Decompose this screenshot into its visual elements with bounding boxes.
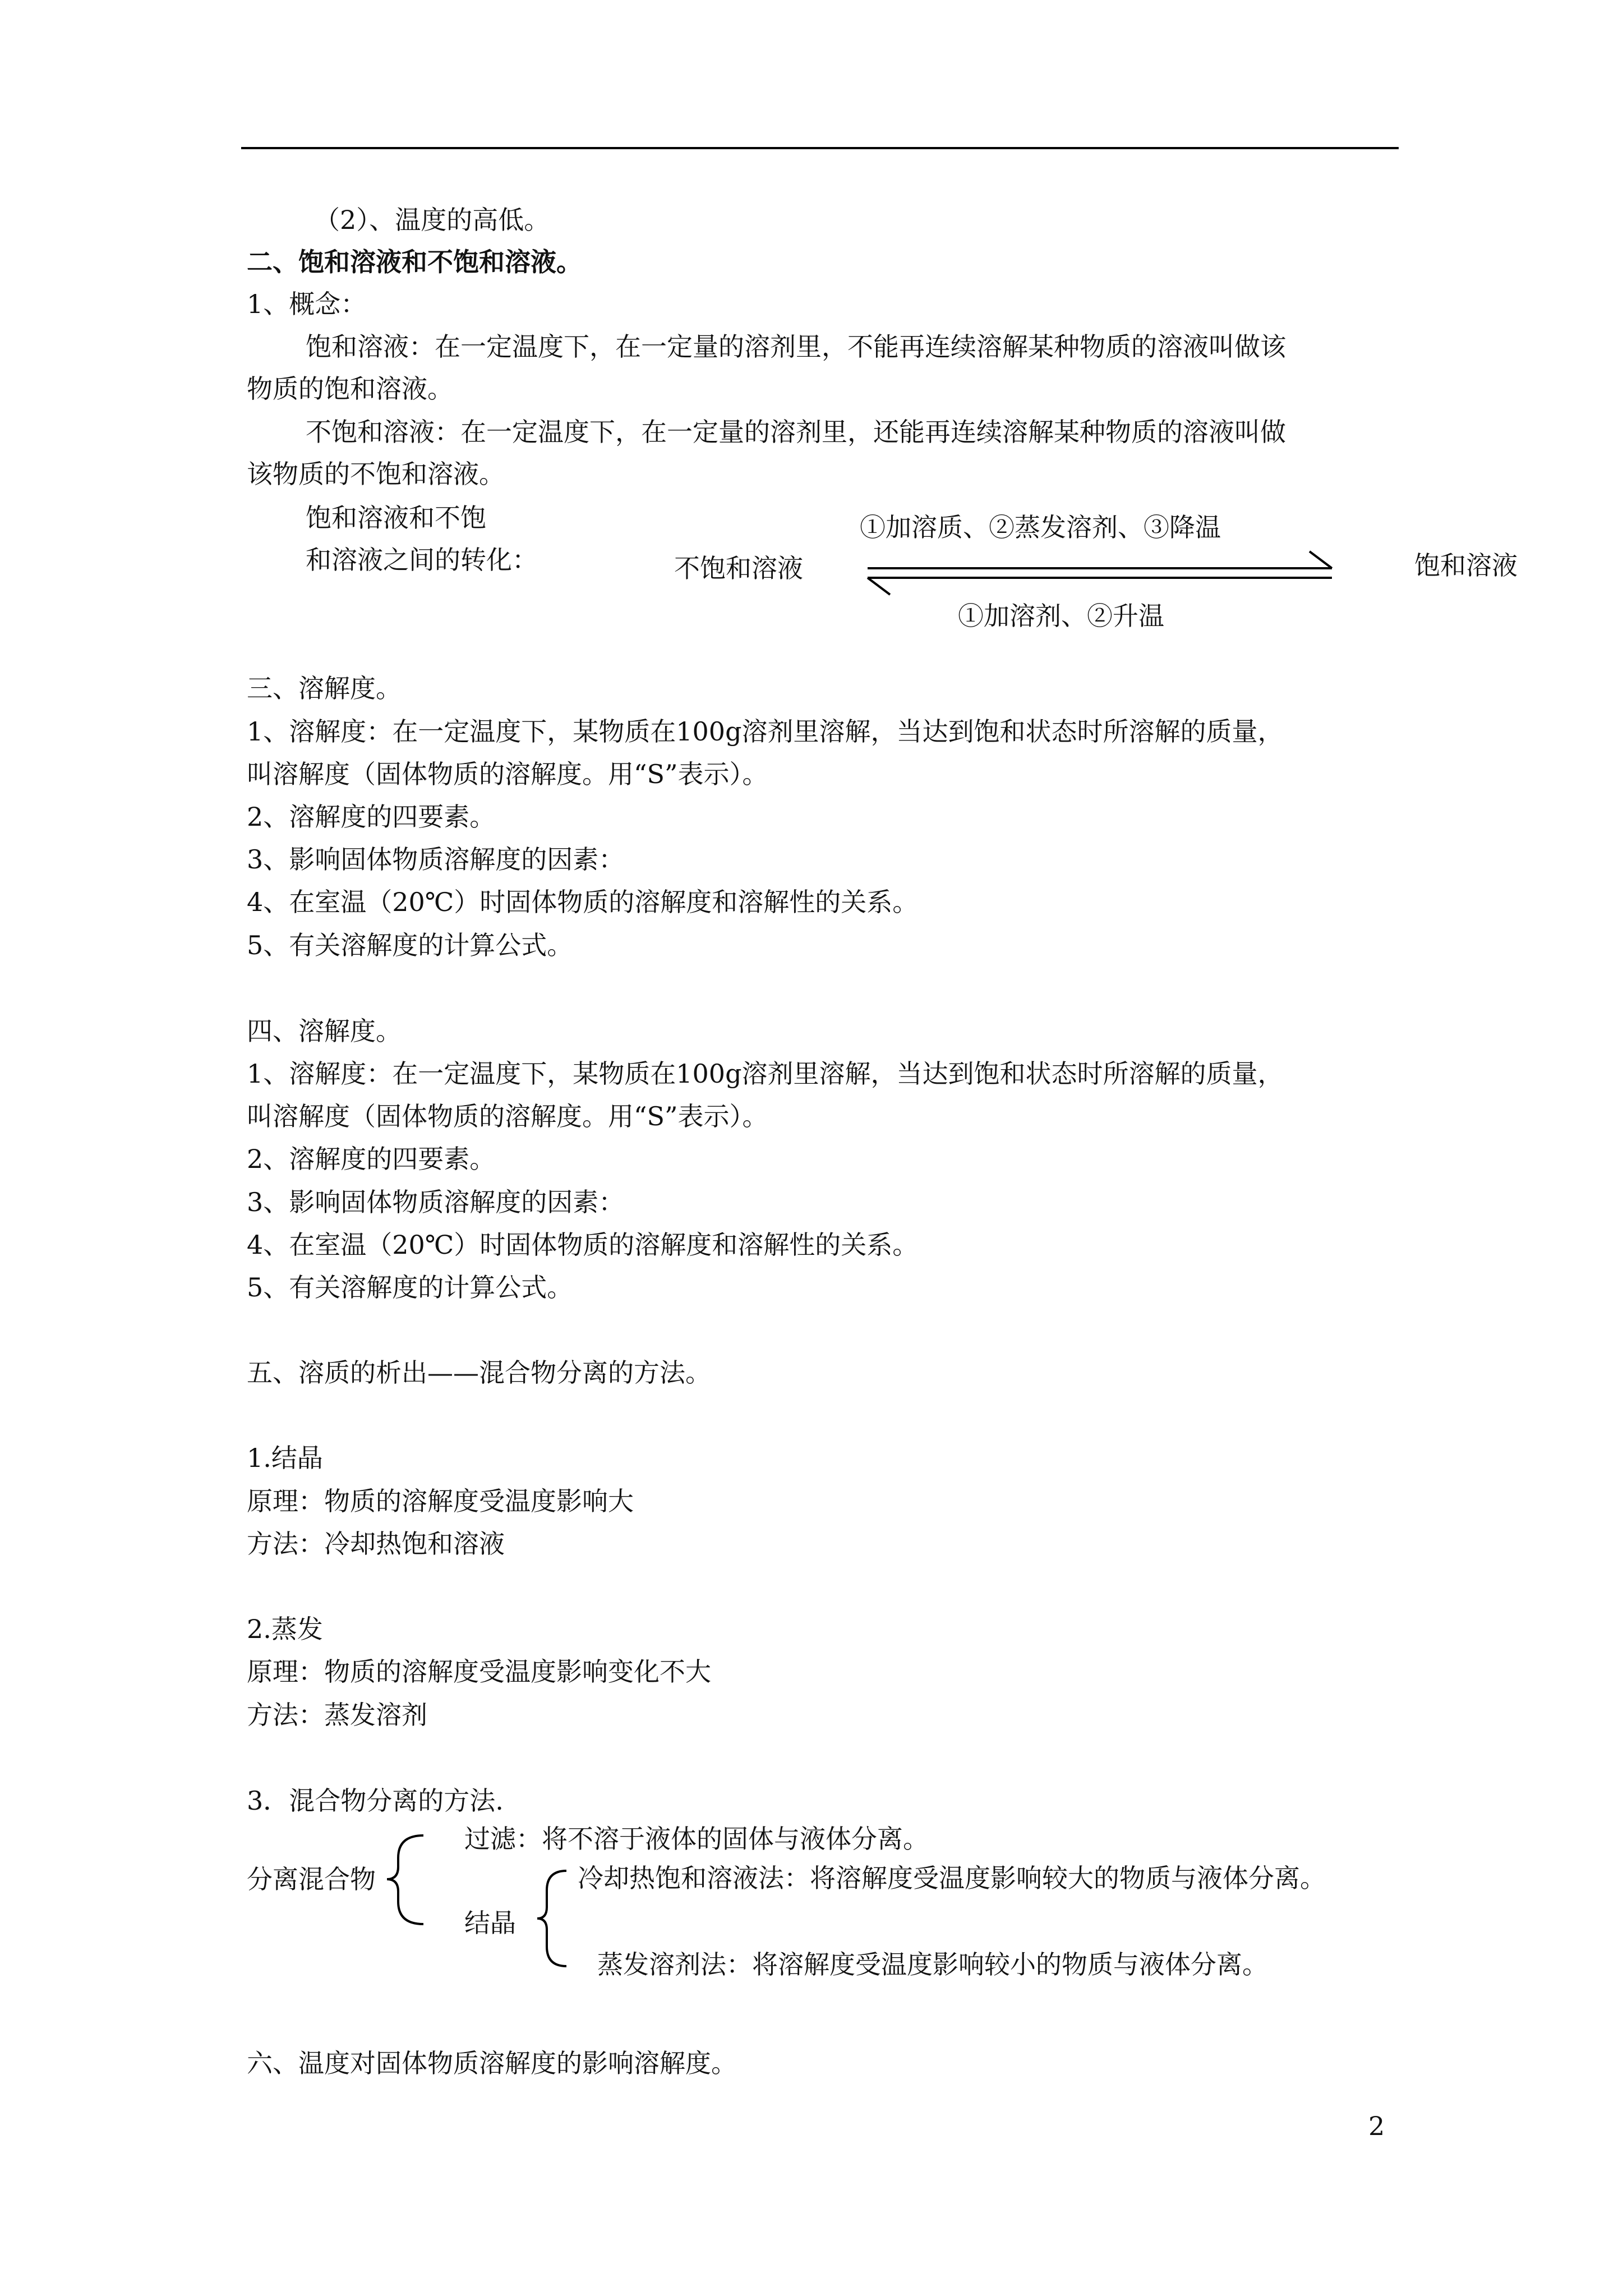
- unsaturated-def: 不饱和溶液：在一定温度下，在一定量的溶剂里，还能再连续溶解某种物质的溶液叫做: [306, 417, 1286, 447]
- crystallization-method: 方法：冷却热饱和溶液: [247, 1529, 505, 1559]
- saturated-def: 饱和溶液：在一定温度下，在一定量的溶剂里，不能再连续溶解某种物质的溶液叫做该: [306, 332, 1286, 362]
- solubility-four-elements: 2、溶解度的四要素。: [247, 802, 496, 832]
- section-4-heading: 四、溶解度。: [247, 1016, 402, 1046]
- unsaturated-def-cont: 该物质的不饱和溶液。: [247, 459, 505, 489]
- evaporation-method-item: 蒸发溶剂法：将溶解度受温度影响较小的物质与液体分离。: [597, 1949, 1268, 1980]
- solubility-factors-2: 3、影响固体物质溶解度的因素：: [247, 1187, 625, 1217]
- solubility-def-2-cont: 叫溶解度（固体物质的溶解度。用“S”表示）。: [247, 1101, 768, 1131]
- separation-root: 分离混合物: [247, 1864, 376, 1894]
- solubility-def-2: 1、溶解度：在一定温度下，某物质在100g溶剂里溶解，当达到饱和状态时所溶解的质量，: [247, 1059, 1284, 1089]
- cooling-method-item: 冷却热饱和溶液法：将溶解度受温度影响较大的物质与液体分离。: [578, 1863, 1326, 1893]
- section-5-heading: 五、溶质的析出——混合物分离的方法。: [247, 1358, 711, 1388]
- solubility-formula-2: 5、有关溶解度的计算公式。: [247, 1272, 573, 1303]
- concept-label: 1、概念：: [247, 289, 367, 319]
- crystallization-principle: 原理：物质的溶解度受温度影响大: [247, 1486, 634, 1516]
- unsaturated-node: 不饱和溶液: [674, 553, 803, 583]
- section-2-heading: 二、饱和溶液和不饱和溶液。: [247, 247, 582, 277]
- forward-conditions: ①加溶质、②蒸发溶剂、③降温: [860, 512, 1221, 542]
- saturated-def-cont: 物质的饱和溶液。: [247, 374, 453, 404]
- line-temperature: （2）、温度的高低。: [314, 205, 550, 235]
- solubility-formula: 5、有关溶解度的计算公式。: [247, 930, 573, 960]
- evaporation-heading: 2.蒸发: [247, 1614, 323, 1644]
- section-3-heading: 三、溶解度。: [247, 673, 402, 703]
- reverse-conditions: ①加溶剂、②升温: [958, 601, 1164, 631]
- saturated-node: 饱和溶液: [1414, 550, 1518, 581]
- solubility-def: 1、溶解度：在一定温度下，某物质在100g溶剂里溶解，当达到饱和状态时所溶解的质量，: [247, 716, 1284, 747]
- crystallization-heading: 1.结晶: [247, 1443, 323, 1473]
- evaporation-principle: 原理：物质的溶解度受温度影响变化不大: [247, 1657, 711, 1687]
- solubility-factors: 3、影响固体物质溶解度的因素：: [247, 844, 625, 875]
- conversion-label-1: 饱和溶液和不饱: [306, 503, 486, 533]
- solubility-four-elements-2: 2、溶解度的四要素。: [247, 1144, 496, 1174]
- solubility-room-temp: 4、在室温（20℃）时固体物质的溶解度和溶解性的关系。: [247, 887, 919, 917]
- solubility-def-cont: 叫溶解度（固体物质的溶解度。用“S”表示）。: [247, 759, 768, 789]
- separation-heading: 3．混合物分离的方法.: [247, 1786, 504, 1816]
- page-number: 2: [1368, 2111, 1385, 2141]
- section-6-heading: 六、温度对固体物质溶解度的影响溶解度。: [247, 2048, 737, 2078]
- crystallization-item: 结晶: [464, 1908, 516, 1938]
- filtration-item: 过滤：将不溶于液体的固体与液体分离。: [464, 1824, 929, 1854]
- solubility-room-temp-2: 4、在室温（20℃）时固体物质的溶解度和溶解性的关系。: [247, 1230, 919, 1260]
- evaporation-method: 方法：蒸发溶剂: [247, 1700, 427, 1730]
- conversion-label-2: 和溶液之间的转化：: [306, 545, 538, 575]
